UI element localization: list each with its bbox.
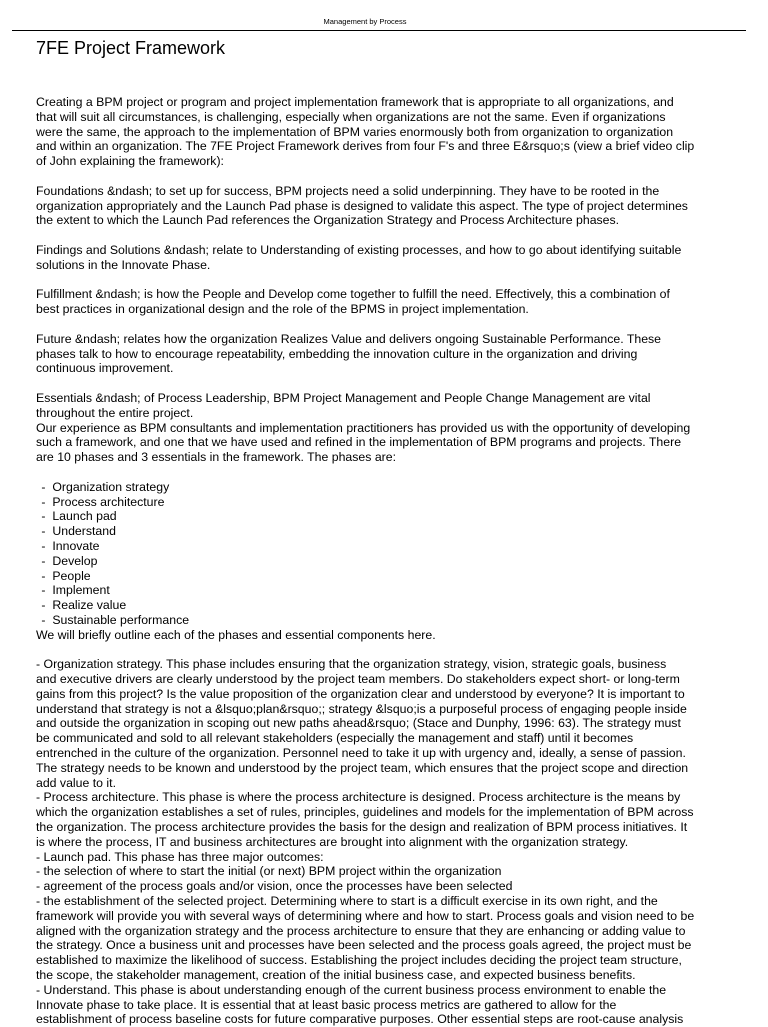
- paragraph-spacer: [36, 376, 736, 391]
- list-item: - People: [38, 568, 91, 583]
- process-architecture-paragraph: - Process architecture. This phase is where the process architecture is designed. Process architecture is the means by which the organization establishes a set of rules, principles, guidelines and models for the implementation of BPM across the organization. The process architecture provides the basis for the design and realization of BPM process initiatives. It is where the process, IT and business architectures are brought into alignment with the organization strategy.: [36, 790, 694, 849]
- launch-pad-paragraph: - Launch pad. This phase has three major outcomes: - the selection of where to start the initial (or next) BPM project within the organization - agreement of the process goals and/or vision, once the processes have been selected - the establishment of the selected project. Determining where to start is a difficult exercise in its own right, and the framework will provide you with several ways of determining where and how to start. Process goals and vision need to be aligned with the organization strategy and the process architecture to ensure that they are enhancing or adding value to the strategy. Once a business unit and processes have been selected and the process goals agreed, the project must be established to maximize the likelihood of success. Establishing the project includes deciding the project team structure, the scope, the stakeholder management, creation of the initial business case, and expected business benefits.: [36, 849, 695, 983]
- list-item: - Develop: [38, 553, 98, 568]
- fulfillment-paragraph: Fulfillment &ndash; is how the People and Develop come together to fulfill the need. Effectively, this a combination of best practices in organizational design and the role of the BPMS in project implementation.: [36, 287, 670, 317]
- list-item: - Launch pad: [38, 509, 117, 524]
- page-title: 7FE Project Framework: [36, 38, 226, 58]
- understand-paragraph: - Understand. This phase is about understanding enough of the current business process environment to enable the Innovate phase to take place. It is essential that at least basic process metrics are gathered to allow for the establishment of process baseline costs for future comparative purposes. Other essential steps are root-cause analysis: [36, 982, 684, 1027]
- paragraph-spacer: [36, 642, 736, 657]
- list-item: - Implement: [38, 583, 110, 598]
- foundations-paragraph: Foundations &ndash; to set up for success, BPM projects need a solid underpinning. They have to be rooted in the organization appropriately and the Launch Pad phase is designed to validate this aspect. The type of project determines the extent to which the Launch Pad references the Organization Strategy and Process Architecture phases.: [36, 183, 688, 228]
- list-item: - Understand: [38, 524, 116, 539]
- paragraph-spacer: [36, 317, 736, 332]
- running-header: Management by Process: [323, 17, 407, 26]
- essentials-paragraph: Essentials &ndash; of Process Leadership, BPM Project Management and People Change Management are vital throughout the entire project. Our experience as BPM consultants and implementation practitioners has provided us with the opportunity of developing such a framework, and one that we have used and refined in the implementation of BPM programs and projects. There are 10 phases and 3 essentials in the framework. The phases are:: [36, 390, 691, 465]
- list-item: - Process architecture: [38, 494, 165, 509]
- paragraph-spacer: [36, 465, 736, 480]
- paragraph-spacer: [36, 273, 736, 288]
- header-divider: [12, 30, 746, 31]
- list-item: - Realize value: [38, 598, 127, 613]
- organization-strategy-paragraph: - Organization strategy. This phase includes ensuring that the organization strategy, vision, strategic goals, business and executive drivers are clearly understood by the project team members. Do stakeholders expect short- or long-term gains from this project? Is the value proposition of the organization clear and understood by everyone? It is important to understand that strategy is not a &lsquo;plan&rsquo;; strategy &lsquo;is a purposeful process of engaging people inside and outside the organization in scoping out new paths ahead&rsquo; (Stace and Dunphy, 1996: 63). The strategy must be communicated and sold to all relevant stakeholders (especially the management and staff) until it becomes entrenched in the culture of the organization. Personnel need to take it up with urgency and, ideally, a sense of passion. The strategy needs to be known and understood by the project team, which ensures that the project scope and direction add value to it.: [36, 657, 689, 790]
- list-item: - Innovate: [38, 538, 100, 553]
- future-paragraph: Future &ndash; relates how the organization Realizes Value and delivers ongoing Sustainable Performance. These phases talk to how to encourage repeatability, embedding the innovation culture in the organization and driving continuous improvement.: [36, 331, 662, 376]
- intro-paragraph: Creating a BPM project or program and project implementation framework that is appropriate to all organizations, and that will suit all circumstances, is challenging, especially when organizations are not the same. Even if organizations were the same, the approach to the implementation of BPM varies enormously both from organization to organization and within an organization. The 7FE Project Framework derives from four F's and three E&rsquo;s (view a brief video clip of John explaining the framework):: [36, 95, 695, 169]
- paragraph-spacer: [36, 228, 736, 243]
- phase-list: [36, 480, 736, 628]
- outline-note: We will briefly outline each of the phases and essential components here.: [36, 627, 436, 642]
- list-item: - Sustainable performance: [38, 612, 190, 627]
- list-item: - Organization strategy: [38, 479, 170, 494]
- document-body: [36, 95, 736, 1027]
- findings-paragraph: Findings and Solutions &ndash; relate to Understanding of existing processes, and how to go about identifying suitable solutions in the Innovate Phase.: [36, 242, 682, 272]
- paragraph-spacer: [36, 169, 736, 184]
